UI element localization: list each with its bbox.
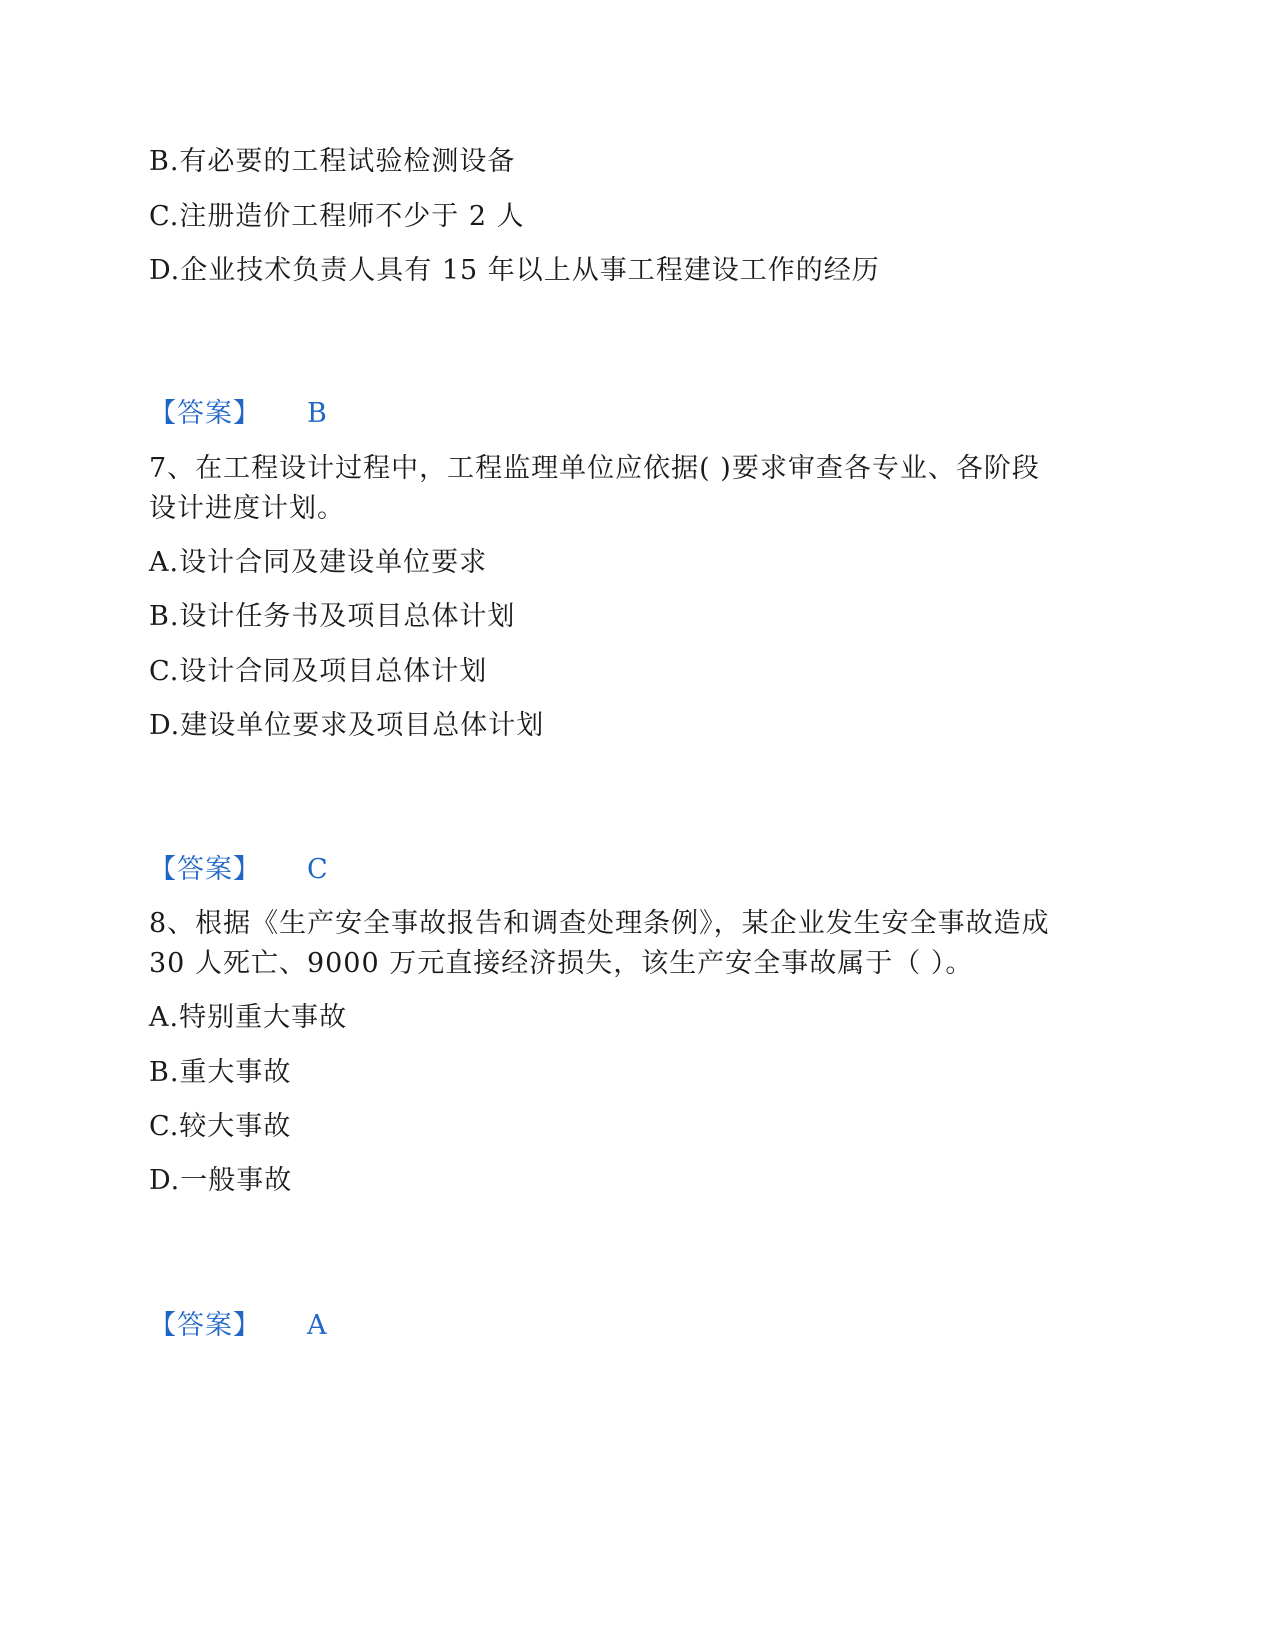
answer-label: 【答案】 (149, 854, 261, 885)
answer-value: C (307, 854, 328, 885)
question-stem-continued: 30 人死亡、9000 万元直接经济损失，该生产安全事故属于（ ）。 (149, 948, 974, 979)
option-b: B.重大事故 (149, 1057, 292, 1088)
option-b: B.设计任务书及项目总体计划 (149, 601, 516, 632)
option-b: B.有必要的工程试验检测设备 (149, 146, 516, 177)
option-a: A.特别重大事故 (149, 1002, 348, 1033)
answer-block (149, 851, 328, 889)
option-d: D.建设单位要求及项目总体计划 (149, 710, 545, 741)
answer-value: A (307, 1310, 327, 1341)
option-d: D.一般事故 (149, 1165, 293, 1196)
option-a: A.设计合同及建设单位要求 (149, 547, 488, 578)
answer-label: 【答案】 (149, 398, 261, 429)
option-c: C.较大事故 (149, 1111, 292, 1142)
question-stem: 8、根据《生产安全事故报告和调查处理条例》，某企业发生安全事故造成 (149, 908, 1050, 939)
question-stem-continued: 设计进度计划。 (149, 493, 345, 524)
question-stem: 7、在工程设计过程中，工程监理单位应依据( )要求审查各专业、各阶段 (149, 453, 1040, 484)
option-c: C.设计合同及项目总体计划 (149, 656, 488, 687)
answer-block (149, 1307, 327, 1345)
option-c: C.注册造价工程师不少于 2 人 (149, 201, 525, 232)
answer-block (149, 395, 327, 433)
answer-label: 【答案】 (149, 1310, 261, 1341)
answer-value: B (307, 398, 327, 429)
option-d: D.企业技术负责人具有 15 年以上从事工程建设工作的经历 (149, 255, 880, 286)
